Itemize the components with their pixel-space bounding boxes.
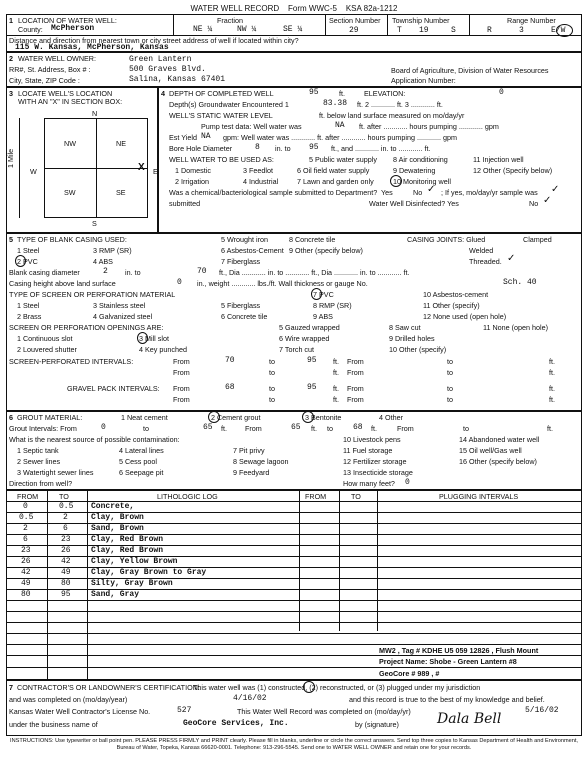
grout-3-ft: ft. xyxy=(547,424,553,433)
grout-bentonite-circle xyxy=(302,411,314,423)
gp-from-label: From xyxy=(173,384,190,393)
log-row-0-to: 0.5 xyxy=(59,502,74,511)
groundwater-label: Depth(s) Groundwater Encountered 1 xyxy=(169,100,289,109)
contam-11: 11 Fuel storage xyxy=(343,446,393,455)
log-row-8-from: 80 xyxy=(21,590,31,599)
record-completed-date: 5/16/02 xyxy=(525,706,559,715)
grout-1-to-label: to xyxy=(143,424,149,433)
log-row-2-to: 6 xyxy=(63,524,68,533)
how-many-feet-label: How many feet? xyxy=(343,479,395,488)
application-number-label: Application Number: xyxy=(391,76,456,85)
opening-saw-cut: 8 Saw cut xyxy=(389,323,421,332)
contam-1: 1 Septic tank xyxy=(17,446,59,455)
form-title xyxy=(6,4,582,13)
use-11: 11 Injection well xyxy=(473,155,524,164)
sp-from3-label: From xyxy=(173,368,190,377)
grout-material-label: GROUT MATERIAL: xyxy=(17,413,83,422)
casing-height-rest: in., weight ............ lbs./ft. Wall thickness or gauge No. xyxy=(197,279,368,288)
log-note-mw2: MW2 , Tag # KDHE U5 059 12826 , Flush Mount xyxy=(379,646,539,655)
gravel-pack-label: GRAVEL PACK INTERVALS: xyxy=(67,384,160,393)
casing-fiberglass: 7 Fiberglass xyxy=(221,257,261,266)
static-level-label: WELL'S STATIC WATER LEVEL xyxy=(169,111,273,120)
casing-in-to: in. to xyxy=(125,268,141,277)
grout-bentonite: 3 Bentonite xyxy=(305,413,342,422)
log-header-from: FROM xyxy=(17,492,39,501)
opening-gauzed: 5 Gauzed wrapped xyxy=(279,323,340,332)
bore-rest: ft., and ............ in. to ............ ft. xyxy=(331,144,431,153)
joints-threaded: Threaded. xyxy=(469,257,502,266)
distance-value: 115 W. Kansas, McPherson, Kansas xyxy=(15,43,169,52)
casing-diameter-label: Blank casing diameter xyxy=(9,268,80,277)
sample-no: No xyxy=(413,188,423,197)
sp-to-label: to xyxy=(269,357,275,366)
gp-to2-label: to xyxy=(447,384,453,393)
joints-welded: Welded xyxy=(469,246,494,255)
sp-ft3: ft. xyxy=(333,368,339,377)
elevation-label: ELEVATION: xyxy=(364,89,406,98)
record-completed-label: This Water Well Record was completed on (mo/day/yr) xyxy=(237,707,411,716)
county-value: McPherson xyxy=(51,24,95,33)
certification-label: CONTRACTOR'S OR LANDOWNER'S CERTIFICATION: xyxy=(17,683,200,692)
log-row-4-from: 23 xyxy=(21,546,31,555)
use-12: 12 Other (Specify below) xyxy=(473,166,553,175)
contamination-label: What is the nearest source of possible contamination: xyxy=(9,435,180,444)
instructions: INSTRUCTIONS: Use typewriter or ball point pen. PLEASE PRESS FIRMLY and PRINT clearly. Please fill in blanks, underline or circle the correct answers. Send top three copies to Kansas Department of Health and Environment, Bureau of Water, Topeka, Kansas 66620-0001. Telephone: 913-296-5545. Send one to WATER WELL OWNER and retain one for your records. xyxy=(10,738,578,751)
completed-date: 4/16/02 xyxy=(233,694,267,703)
s2-heading: WATER WELL OWNER: xyxy=(18,54,96,63)
screen-stainless: 3 Stainless steel xyxy=(93,301,146,310)
quadrant-ne: NE xyxy=(116,139,126,148)
north-label: N xyxy=(92,109,98,118)
sp-ft4: ft. xyxy=(549,368,555,377)
casing-diameter-value: 2 xyxy=(103,267,108,276)
sp-from4-label: From xyxy=(347,368,364,377)
depth-ft: ft. xyxy=(339,89,345,98)
well-location-mark: X xyxy=(138,162,145,173)
section-3-locate-box xyxy=(6,87,158,233)
yield-rest: gpm: Well water was ............ ft. after ............ hours pumping ............ gpm xyxy=(223,133,457,142)
opening-continuous: 1 Continuous slot xyxy=(17,334,73,343)
contam-10: 10 Livestock pens xyxy=(343,435,401,444)
log-row-7-from: 49 xyxy=(21,579,31,588)
sp-ft: ft. xyxy=(333,357,339,366)
city-state-zip-label: City, State, ZIP Code : xyxy=(9,76,80,85)
casing-steel: 1 Steel xyxy=(17,246,40,255)
grout-2-ft: ft. xyxy=(371,424,377,433)
gp-from-value: 68 xyxy=(225,383,235,392)
log-row-1-from: 0.5 xyxy=(19,513,34,522)
address-label: RR#, St. Address, Box # : xyxy=(9,65,91,74)
use-9: 9 Dewatering xyxy=(393,166,436,175)
screen-concrete-tile: 6 Concrete tile xyxy=(221,312,268,321)
certification-text: This water well was (1) constructed, (2) reconstructed, or (3) plugged under my jurisdiction xyxy=(193,683,481,692)
section-5-casing: 5 TYPE OF BLANK CASING USED: 1 Steel 3 RMP (SR) 5 Wrought iron 8 Concrete tile 2 PVC 4 ABS 6 Asbestos-Cement 9 Other (specify below) 7 Fiberglass CASING JOINTS: Glued Clamped Welded Threaded. ✓ Blank casing diameter 2 in. to 70 ft., Dia ............ in. to ............ ft., Dia ............ in. to ............ ft. Casing height above land surface 0 in., weight ............ lbs./ft. Wall thickness or gauge No. Sch. 40 TYPE OF SCREEN OR PERFORATION MATERIAL 1 Steel 3 Stainless steel 5 Fiberglass 7 PVC 10 Asbestos-cement 2 Brass 4 Galvanized steel 6 Concrete tile 8 RMP (SR) 11 Other (specify) 9 ABS 12 None used (open hole) SCREEN OR PERFORATION OPENINGS ARE: 5 Gauzed wrapped 8 Saw cut 11 None (open hole) 1 Continuous slot 3 Mill slot 6 Wire wrapped 9 Drilled holes 2 Louvered shutter 4 Key punched 7 Torch cut 10 Other (specify) SCREEN-PERFORATED INTERVALS: From 70 to 95 ft. From to ft. From to ft. From to ft. GRAVEL PACK INTERVALS: From 68 to 95 ft. From to ft. From to ft. From to ft. xyxy=(6,233,582,411)
casing-pvc-circle xyxy=(15,255,26,267)
fraction-2: NW ¼ xyxy=(237,25,257,34)
grout-2-from-label: From xyxy=(245,424,262,433)
log-row-5-desc: Clay, Yellow Brown xyxy=(91,557,178,566)
s3-heading-2: WITH AN "X" IN SECTION BOX: xyxy=(18,97,123,106)
sample-yes: Yes xyxy=(381,188,393,197)
signature: Dala Bell xyxy=(437,711,502,727)
use-5: 5 Public water supply xyxy=(309,155,377,164)
log-row-3-to: 23 xyxy=(61,535,71,544)
gp-ft3: ft. xyxy=(333,395,339,404)
water-well-record-form xyxy=(6,4,582,760)
quadrant-nw: NW xyxy=(64,139,76,148)
log-row-2-from: 2 xyxy=(23,524,28,533)
sp-from-value: 70 xyxy=(225,356,235,365)
fraction-label: Fraction xyxy=(217,16,243,25)
license-number: 527 xyxy=(177,706,192,715)
grout-cement-circle xyxy=(208,411,220,423)
gp-to-value: 95 xyxy=(307,383,317,392)
contam-3: 3 Watertight sewer lines xyxy=(17,468,94,477)
log-row-7-desc: Silty, Gray Brown xyxy=(91,579,173,588)
grout-2-from: 65 xyxy=(291,423,301,432)
owner-name: Green Lantern xyxy=(129,55,192,64)
constructed-circle xyxy=(303,681,315,693)
sample-date-label: ; If yes, mo/day/yr sample was xyxy=(441,188,538,197)
grout-2-to: 68 xyxy=(353,423,363,432)
section-number-value: 29 xyxy=(349,26,359,35)
use-8: 8 Air conditioning xyxy=(393,155,448,164)
use-4: 4 Industrial xyxy=(243,177,279,186)
screen-intervals-label: SCREEN-PERFORATED INTERVALS: xyxy=(9,357,134,366)
screen-galvanized: 4 Galvanized steel xyxy=(93,312,153,321)
range-label: Range Number xyxy=(507,16,556,25)
log-row-4-to: 26 xyxy=(61,546,71,555)
screen-steel: 1 Steel xyxy=(17,301,40,310)
range-r: R xyxy=(487,26,492,35)
s4-number: 4 xyxy=(161,89,165,98)
gp-from2-label: From xyxy=(347,384,364,393)
grout-intervals-label: Grout Intervals: From xyxy=(9,424,77,433)
log-note-geocore: GeoCore # 989 , # xyxy=(379,669,440,678)
screen-none: 12 None used (open hole) xyxy=(423,312,507,321)
pump-test-label: Pump test data: Well water was xyxy=(201,122,302,131)
owner-address: 500 Graves Blvd. xyxy=(129,65,206,74)
log-row-3-desc: Clay, Red Brown xyxy=(91,535,164,544)
casing-other: 9 Other (specify below) xyxy=(289,246,363,255)
log-row-4-desc: Clay, Red Brown xyxy=(91,546,164,555)
opening-wire-wrapped: 6 Wire wrapped xyxy=(279,334,330,343)
contam-9: 9 Feedyard xyxy=(233,468,270,477)
opening-drilled: 9 Drilled holes xyxy=(389,334,435,343)
log-header-plugging: PLUGGING INTERVALS xyxy=(439,492,519,501)
log-header-lithologic: LITHOLOGIC LOG xyxy=(157,492,218,501)
screen-rmp: 8 RMP (SR) xyxy=(313,301,352,310)
casing-joints-label: CASING JOINTS: Glued xyxy=(407,235,486,244)
log-row-3-from: 6 xyxy=(23,535,28,544)
grout-3-to-label: to xyxy=(463,424,469,433)
screen-asbestos: 10 Asbestos-cement xyxy=(423,290,489,299)
contam-16: 16 Other (specify below) xyxy=(459,457,537,466)
log-row-5-to: 42 xyxy=(61,557,71,566)
range-value: 3 xyxy=(519,26,524,35)
opening-none: 11 None (open hole) xyxy=(483,323,548,332)
pump-test-value: NA xyxy=(335,121,345,130)
yield-value: NA xyxy=(201,132,211,141)
use-10: 10 Monitoring well xyxy=(393,177,451,186)
pump-test-rest: ft. after ............ hours pumping ............ gpm xyxy=(359,122,499,131)
disinfected-no: No xyxy=(529,199,539,208)
elevation-value: 0 xyxy=(499,88,504,97)
opening-key-punched: 4 Key punched xyxy=(139,345,187,354)
screen-pvc: 7 PVC xyxy=(313,290,334,299)
sample-question: Was a chemical/bacteriological sample submitted to Department? xyxy=(169,188,378,197)
s7-number: 7 xyxy=(9,683,13,692)
s3-heading-1: LOCATE WELL'S LOCATION xyxy=(18,89,113,98)
log-row-2-desc: Sand, Brown xyxy=(91,524,144,533)
log-table xyxy=(6,490,582,680)
sp-to3-label: to xyxy=(269,368,275,377)
gp-to4-label: to xyxy=(447,395,453,404)
distance-label: Distance and direction from nearest town or city street address of well if located within city? xyxy=(9,36,299,45)
bore-in-to: in. to xyxy=(275,144,291,153)
ksa-reference: KSA 82a-1212 xyxy=(345,4,398,13)
screen-abs: 9 ABS xyxy=(313,312,333,321)
gp-from4-label: From xyxy=(347,395,364,404)
casing-concrete-tile: 8 Concrete tile xyxy=(289,235,336,244)
groundwater-rest: ft. 2 ............ ft. 3 ............ ft. xyxy=(357,100,443,109)
log-row-7-to: 80 xyxy=(61,579,71,588)
log-header-to: TO xyxy=(59,492,69,501)
contam-13: 13 Insecticide storage xyxy=(343,468,413,477)
sp-to-value: 95 xyxy=(307,356,317,365)
screen-material-label: TYPE OF SCREEN OR PERFORATION MATERIAL xyxy=(9,290,176,299)
gp-ft4: ft. xyxy=(549,395,555,404)
quadrant-sw: SW xyxy=(64,188,76,197)
screen-brass: 2 Brass xyxy=(17,312,42,321)
log-row-8-to: 95 xyxy=(61,590,71,599)
log-header-plug-to: TO xyxy=(351,492,361,501)
section-1-location xyxy=(6,14,582,52)
screen-other: 11 Other (specify) xyxy=(423,301,480,310)
direction-label: Direction from well? xyxy=(9,479,73,488)
fraction-1: NE ¼ xyxy=(193,25,213,34)
use-2: 2 Irrigation xyxy=(175,177,209,186)
opening-torch-cut: 7 Torch cut xyxy=(279,345,315,354)
use-10-circle xyxy=(390,175,402,187)
joints-clamped: Clamped xyxy=(523,235,552,244)
casing-wrought-iron: 5 Wrought iron xyxy=(221,235,269,244)
casing-type-label: TYPE OF BLANK CASING USED: xyxy=(17,235,127,244)
grout-1-ft: ft. xyxy=(221,424,227,433)
log-row-5-from: 26 xyxy=(21,557,31,566)
section-6-grout xyxy=(6,411,582,490)
casing-diameter-rest: ft., Dia ............ in. to ............ ft., Dia ............ in. to ............ ft. xyxy=(219,268,410,277)
east-label: E xyxy=(153,167,158,176)
opening-mill-slot-circle xyxy=(137,332,148,344)
grout-3-from-label: From xyxy=(397,424,414,433)
use-3: 3 Feedlot xyxy=(243,166,273,175)
one-mile-label: 1 Mile xyxy=(6,148,15,168)
log-row-6-desc: Clay, Gray Brown to Gray xyxy=(91,568,207,577)
section-grid xyxy=(44,118,148,218)
county-label: County: xyxy=(18,25,43,34)
bore-diameter-label: Bore Hole Diameter xyxy=(169,144,233,153)
bore-diameter-value: 8 xyxy=(255,143,260,152)
wall-thickness-value: Sch. 40 xyxy=(503,278,537,287)
s1-number: 1 xyxy=(9,16,13,25)
log-row-6-to: 49 xyxy=(61,568,71,577)
casing-pvc: 2 PVC xyxy=(17,257,38,266)
contam-2: 2 Sewer lines xyxy=(17,457,61,466)
fraction-3: SE ¼ xyxy=(283,25,303,34)
screen-fiberglass: 5 Fiberglass xyxy=(221,301,261,310)
log-row-0-desc: Concrete, xyxy=(91,502,135,511)
casing-height-label: Casing height above land surface xyxy=(9,279,116,288)
gp-from3-label: From xyxy=(173,395,190,404)
contam-14: 14 Abandoned water well xyxy=(459,435,540,444)
gp-ft: ft. xyxy=(333,384,339,393)
grout-2-ft-a: ft. xyxy=(311,424,317,433)
contam-4: 4 Lateral lines xyxy=(119,446,164,455)
section-2-owner xyxy=(6,52,582,87)
signature-label: by (signature) xyxy=(355,720,399,729)
contam-8: 8 Sewage lagoon xyxy=(233,457,289,466)
township-t: T xyxy=(397,26,402,35)
screen-pvc-circle xyxy=(311,288,322,300)
use-1: 1 Domestic xyxy=(175,166,211,175)
township-s: S xyxy=(451,26,456,35)
s5-number: 5 xyxy=(9,235,13,244)
section-7-certification xyxy=(6,680,582,736)
depth-label: DEPTH OF COMPLETED WELL xyxy=(169,89,274,98)
business-name-label: under the business name of xyxy=(9,720,98,729)
owner-city: Salina, Kansas 67401 xyxy=(129,75,226,84)
west-label: W xyxy=(30,167,37,176)
gp-to3-label: to xyxy=(269,395,275,404)
use-7: 7 Lawn and garden only xyxy=(297,177,374,186)
completed-rest: and this record is true to the best of my knowledge and belief. xyxy=(349,695,545,704)
opening-louvered: 2 Louvered shutter xyxy=(17,345,77,354)
s1-heading: LOCATION OF WATER WELL: xyxy=(18,16,117,25)
form-number: Form WWC-5 xyxy=(288,4,337,13)
contam-15: 15 Oil well/Gas well xyxy=(459,446,522,455)
s3-number: 3 xyxy=(9,89,13,98)
sp-to4-label: to xyxy=(447,368,453,377)
opening-mill-slot: 3 Mill slot xyxy=(139,334,169,343)
log-row-8-desc: Sand, Gray xyxy=(91,590,140,599)
casing-height-value: 0 xyxy=(177,278,182,287)
quadrant-se: SE xyxy=(116,188,126,197)
section-4-depth: 4 DEPTH OF COMPLETED WELL 95 ft. ELEVATION: 0 Depth(s) Groundwater Encountered 1 83.38 ft. 2 ............ ft. 3 ............ ft. WELL'S STATIC WATER LEVEL ft. below land surface measured on mo/day/yr Pump test data: Well water was NA ft. after ............ hours pumping ............ gpm Est Yield NA gpm: Well water was ............ ft. after ............ hours pumping ............ gpm Bore Hole Diameter 8 in. to 95 ft., and ............ in. to ............ ft. WELL WATER TO BE USED AS: 5 Public water supply 8 Air conditioning 11 Injection well 1 Domestic 3 Feedlot 6 Oil field water supply 9 Dewatering 12 Other (Specify below) 2 Irrigation 4 Industrial 7 Lawn and garden only 10 Monitoring well Was a chemical/bacteriological sample submitted to Department? Yes No ✓ ; If yes, mo/day/yr sample was ✓ submitted Water Well Disinfected? Yes No ✓ xyxy=(158,87,582,233)
grout-cement-grout: 2 Cement grout xyxy=(211,413,261,422)
business-name: GeoCore Services, Inc. xyxy=(183,719,289,728)
contam-6: 6 Seepage pit xyxy=(119,468,164,477)
contam-7: 7 Pit privy xyxy=(233,446,265,455)
disinfected-question: Water Well Disinfected? Yes xyxy=(369,199,459,208)
log-row-1-desc: Clay, Brown xyxy=(91,513,144,522)
sp-to2-label: to xyxy=(447,357,453,366)
sp-from-label: From xyxy=(173,357,190,366)
static-level-rest: ft. below land surface measured on mo/day/yr xyxy=(319,111,465,120)
contam-5: 5 Cess pool xyxy=(119,457,157,466)
contam-12: 12 Fertilizer storage xyxy=(343,457,407,466)
casing-to-value: 70 xyxy=(197,267,207,276)
water-use-label: WELL WATER TO BE USED AS: xyxy=(169,155,274,164)
completed-label: and was completed on (mo/day/year) xyxy=(9,695,128,704)
gp-ft2: ft. xyxy=(549,384,555,393)
south-label: S xyxy=(92,219,97,228)
log-note-project: Project Name: Shobe - Green Lantern #8 xyxy=(379,657,517,666)
log-row-6-from: 42 xyxy=(21,568,31,577)
form-title-text: WATER WELL RECORD xyxy=(190,4,280,13)
range-direction: E/W xyxy=(551,26,566,35)
sample-submitted: submitted xyxy=(169,199,201,208)
section-number-label: Section Number xyxy=(329,16,381,25)
bore-to-value: 95 xyxy=(309,143,319,152)
grout-1-to: 65 xyxy=(203,423,213,432)
use-6: 6 Oil field water supply xyxy=(297,166,370,175)
s2-number: 2 xyxy=(9,54,13,63)
how-many-feet-value: 0 xyxy=(405,478,410,487)
board-of-agriculture: Board of Agriculture, Division of Water Resources xyxy=(391,66,549,75)
yield-label: Est Yield xyxy=(169,133,197,142)
log-row-1-to: 2 xyxy=(63,513,68,522)
grout-1-from: 0 xyxy=(101,423,106,432)
casing-abs: 4 ABS xyxy=(93,257,113,266)
license-label: Kansas Water Well Contractor's License No. xyxy=(9,707,151,716)
township-value: 19 xyxy=(419,26,429,35)
depth-value: 95 xyxy=(309,88,319,97)
grout-2-to-label: to xyxy=(327,424,333,433)
grout-other: 4 Other xyxy=(379,413,403,422)
casing-asbestos: 6 Asbestos-Cement xyxy=(221,246,284,255)
sp-ft2: ft. xyxy=(549,357,555,366)
log-row-0-from: 0 xyxy=(23,502,28,511)
gp-to-label: to xyxy=(269,384,275,393)
grout-neat-cement: 1 Neat cement xyxy=(121,413,168,422)
casing-rmp: 3 RMP (SR) xyxy=(93,246,132,255)
sp-from2-label: From xyxy=(347,357,364,366)
opening-other: 10 Other (specify) xyxy=(389,345,447,354)
log-header-plug-from: FROM xyxy=(305,492,327,501)
township-label: Township Number xyxy=(392,16,450,25)
groundwater-depth-1: 83.38 xyxy=(323,99,348,108)
openings-label: SCREEN OR PERFORATION OPENINGS ARE: xyxy=(9,323,164,332)
s6-number: 6 xyxy=(9,413,13,422)
